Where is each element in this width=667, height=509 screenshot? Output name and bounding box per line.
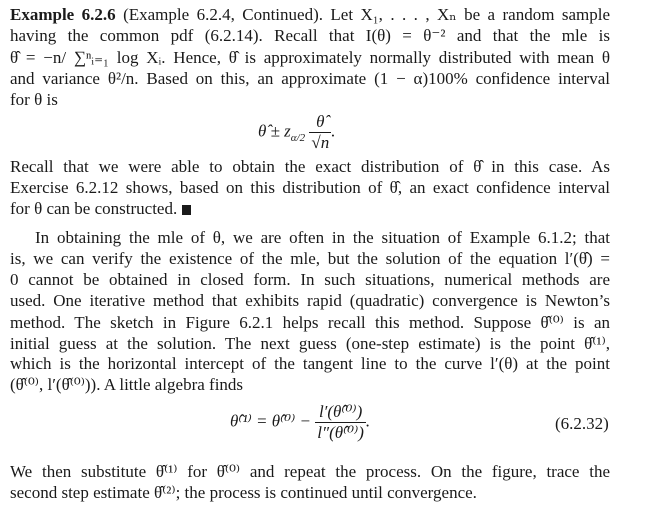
text-line: In obtaining the mle of θ, we are often in the situation of Example 6.1.2; that bbox=[35, 228, 610, 247]
text-line bbox=[10, 198, 610, 219]
text-line: (θ̂⁽⁰⁾, l′(θ̂⁽⁰⁾)). A little algebra finds bbox=[10, 375, 244, 394]
text-line: having the common pdf (6.2.14). Recall that I(θ) = θ⁻² and that the mle is bbox=[10, 26, 610, 45]
text-span: (Example 6.2.4, Continued). Let X₁, . . . , Xₙ be a random sample bbox=[123, 5, 610, 24]
text-line: We then substitute θ̂⁽¹⁾ for θ̂⁽⁰⁾ and repeat the process. On the figure, trace the bbox=[10, 462, 610, 481]
numerator: l′(θ̂⁽⁰⁾) bbox=[315, 402, 366, 423]
text-span: for θ can be constructed. bbox=[10, 199, 178, 218]
text-line: and variance θ²/n. Based on this, an approximate (1 − α)100% confidence interval bbox=[10, 69, 610, 88]
qed-square-icon bbox=[182, 205, 191, 215]
fraction bbox=[315, 402, 366, 443]
text-line: Exercise 6.2.12 shows, based on this distribution of θ̂, an exact confidence interval bbox=[10, 178, 610, 197]
confidence-interval-formula bbox=[258, 112, 335, 153]
text-line: which is the horizontal intercept of the tangent line to the curve l′(θ) at the point bbox=[10, 354, 610, 373]
text-line: for θ is bbox=[10, 90, 58, 109]
period: . bbox=[365, 411, 371, 431]
formula-lhs: θ̂ ± z bbox=[258, 121, 291, 141]
text-line bbox=[10, 4, 610, 25]
example-heading: Example 6.2.6 bbox=[10, 5, 116, 24]
equation-number: (6.2.32) bbox=[555, 414, 609, 433]
text-line: initial guess at the solution. The next guess (one-step estimate) is the point θ̂⁽¹⁾, bbox=[10, 334, 610, 353]
denominator: √n bbox=[311, 133, 330, 152]
text-line: second step estimate θ̂⁽²⁾; the process is continued until convergence. bbox=[10, 483, 477, 502]
text-line: Recall that we were able to obtain the exact distribution of θ̂ in this case. As bbox=[10, 157, 610, 176]
period: . bbox=[331, 121, 336, 141]
text-line: method. The sketch in Figure 6.2.1 helps recall this method. Suppose θ̂⁽⁰⁾ is an bbox=[10, 313, 610, 332]
text-line: used. One iterative method that exhibits rapid (quadratic) convergence is Newton’s bbox=[10, 291, 610, 310]
numerator: θ̂ bbox=[309, 112, 331, 133]
text-line: θ̂ = −n/ ∑ⁿᵢ₌₁ log Xᵢ. Hence, θ̂ is approximately normally distributed with mean θ bbox=[10, 48, 610, 67]
formula-lhs: θ̂⁽¹⁾ = θ̂⁽⁰⁾ − bbox=[230, 411, 312, 431]
text-line: is, we can verify the existence of the mle, but the solution of the equation l′(θ̂) = bbox=[10, 249, 610, 268]
fraction bbox=[309, 112, 331, 153]
text-line: 0 cannot be obtained in closed form. In such situations, numerical methods are bbox=[10, 270, 610, 289]
newton-step-formula bbox=[230, 402, 370, 443]
denominator: l″(θ̂⁽⁰⁾) bbox=[317, 423, 364, 442]
formula-subscript: α/2 bbox=[290, 131, 306, 144]
